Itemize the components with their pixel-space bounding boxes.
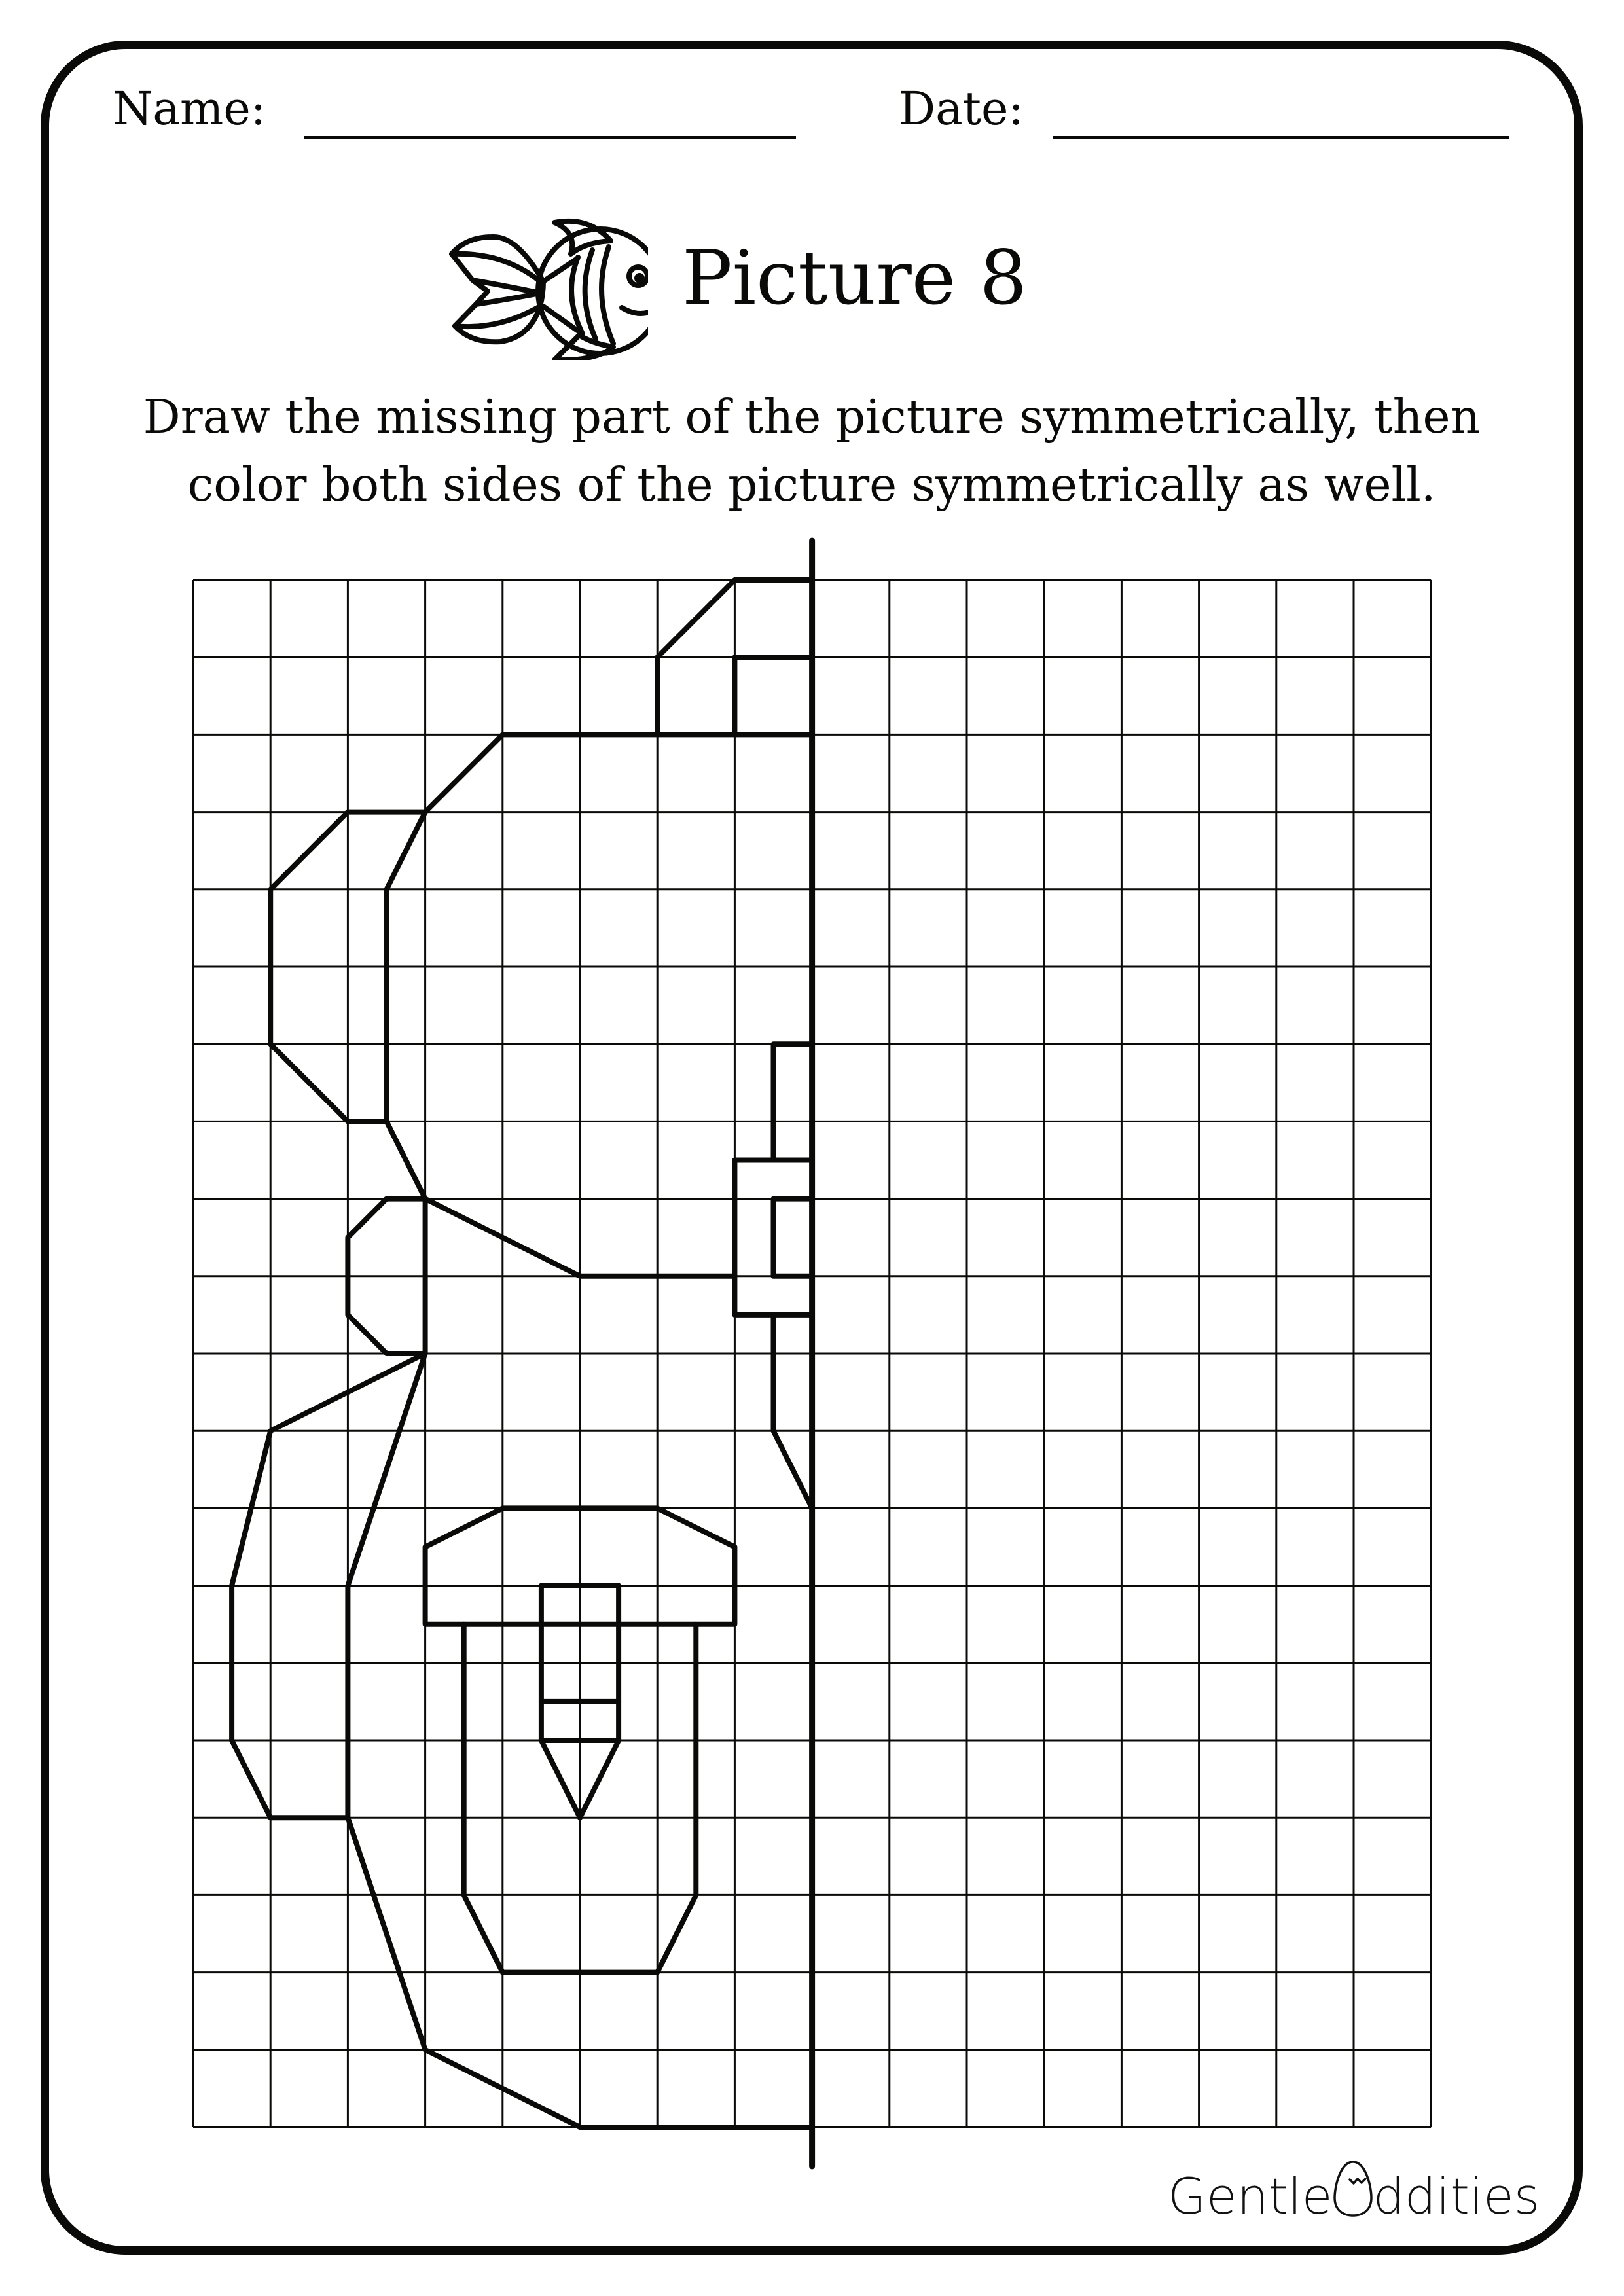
drawing-stroke xyxy=(734,657,812,734)
egg-icon xyxy=(1333,2160,1373,2217)
drawing-stroke xyxy=(270,734,812,1121)
drawing-stroke xyxy=(774,1044,812,1160)
drawing-stroke xyxy=(774,1315,812,1508)
instructions-line-1: Draw the missing part of the picture symmetrically, then xyxy=(143,389,1481,444)
drawing-stroke xyxy=(774,1199,812,1276)
brand-logo xyxy=(1168,2160,1540,2225)
instructions-line-2: color both sides of the picture symmetrically as well. xyxy=(187,457,1436,512)
name-label: Name: xyxy=(113,82,266,135)
brand-text-gentle: Gentle xyxy=(1168,2167,1333,2225)
date-label: Date: xyxy=(899,82,1024,135)
brand-text-oddities: ddities xyxy=(1373,2167,1540,2225)
page-title: Picture 8 xyxy=(682,234,1027,321)
